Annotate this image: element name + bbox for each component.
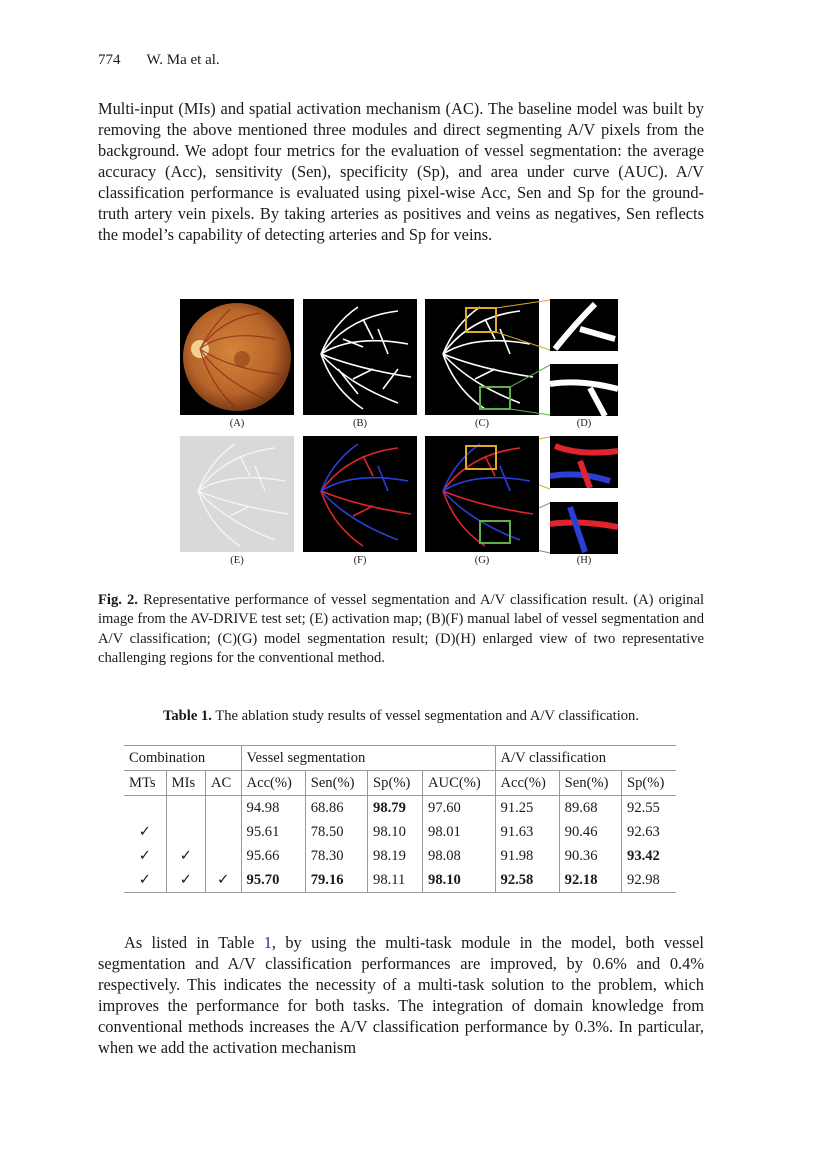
table-cell: ✓: [166, 868, 205, 893]
label-d: (D): [576, 418, 592, 429]
table-cell: 98.10: [368, 820, 423, 844]
table-row: [124, 868, 676, 893]
table-cell: 92.58: [495, 868, 559, 893]
table-cell: 91.25: [495, 796, 559, 821]
table-cell: [166, 796, 205, 821]
label-f: (F): [353, 555, 367, 566]
table-caption: [98, 708, 704, 725]
table-cell: 92.98: [622, 868, 676, 893]
panel-f-av-label: [303, 436, 417, 552]
label-e: (E): [230, 555, 244, 566]
table-row: [124, 844, 676, 868]
table-cell: [205, 796, 241, 821]
table-column-header-row: [124, 771, 676, 796]
group-header-av-classification: A/V classification: [495, 746, 676, 771]
table-cell: 98.79: [368, 796, 423, 821]
table-cell: 94.98: [241, 796, 305, 821]
table-cell: 97.60: [423, 796, 496, 821]
table-cell: 95.66: [241, 844, 305, 868]
body-paragraph-2: [98, 932, 704, 1058]
table-cell: ✓: [166, 844, 205, 868]
table-cell: ✓: [138, 848, 151, 864]
table-cell: 95.70: [241, 868, 305, 893]
table-cell: 91.98: [495, 844, 559, 868]
table-cell: 98.10: [423, 868, 496, 893]
panel-e-activation-map: [180, 436, 294, 552]
table-cell: 98.08: [423, 844, 496, 868]
paragraph-2-rest: , by using the multi-task module in the model, both vessel segmentation and A/V classification performances are improved, by 0.6% and 0.4% respectively. This indicates the necessity of a multi-task solution to the problem, which improves the performance for both tasks. The integration of domain knowledge from conventional methods increases the A/V classification performance by 0.3%. In particular, when we add the activation mechanism: [98, 933, 704, 1057]
col-header: MTs: [124, 771, 166, 796]
col-header: Acc(%): [241, 771, 305, 796]
table-cell: [124, 796, 166, 821]
table-cell: ✓: [205, 868, 241, 893]
table-reference-link[interactable]: 1: [263, 933, 272, 952]
panel-g-model-av-result: [425, 436, 539, 552]
label-g: (G): [474, 555, 490, 566]
table-cell: 92.63: [622, 820, 676, 844]
table-cell: 78.30: [305, 844, 367, 868]
table-cell: 98.01: [423, 820, 496, 844]
label-c: (C): [475, 418, 489, 429]
panel-h-zoom-bottom: [550, 502, 618, 554]
label-h: (H): [576, 555, 592, 566]
table-cell: ✓: [124, 868, 166, 893]
group-header-combination: Combination: [124, 746, 241, 771]
panel-h-zoom-top: [550, 436, 618, 488]
col-header: Sen(%): [305, 771, 367, 796]
group-header-vessel-segmentation: Vessel segmentation: [241, 746, 495, 771]
table-caption-title: The ablation study results of vessel segmentation and A/V classification.: [215, 708, 639, 724]
figure-caption-label: Fig. 2.: [98, 592, 138, 608]
table-cell: 92.18: [559, 868, 621, 893]
col-header: Sp(%): [622, 771, 676, 796]
table-cell: 92.55: [622, 796, 676, 821]
table-cell: 95.61: [241, 820, 305, 844]
figure-caption: [98, 591, 704, 668]
table-cell: 98.11: [368, 868, 423, 893]
col-header: Sen(%): [559, 771, 621, 796]
figure-2: [180, 299, 620, 569]
col-header: AC: [205, 771, 241, 796]
table-caption-label: Table 1.: [162, 708, 212, 724]
table-cell: 90.46: [559, 820, 621, 844]
table-cell: 79.16: [305, 868, 367, 893]
col-header: MIs: [166, 771, 205, 796]
body-paragraph-1: Multi-input (MIs) and spatial activation mechanism (AC). The baseline model was built by removing the above mentioned three modules and direct segmenting A/V pixels from the background. We adopt four metrics for the evaluation of vessel segmentation: the average accuracy (Acc), sensitivity (Sen), specificity (Sp), and area under curve (AUC). A/V classification performance is evaluated using pixel-wise Acc, Sen and Sp for the ground-truth artery vein pixels. By taking arteries as positives and veins as negatives, Sen reflects the model’s capability of detecting arteries and Sp for veins.: [98, 99, 704, 244]
table-cell: 93.42: [622, 844, 676, 868]
ablation-table: [124, 745, 676, 893]
table-cell: 89.68: [559, 796, 621, 821]
figure-caption-text: Representative performance of vessel segmentation and A/V classification result. (A) original image from the AV-DRIVE test set; (E) activation map; (B)(F) manual label of vessel segmentation and A/V classification; (C)(G) model segmentation result; (D)(H) enlarged view of two representative challenging regions for the conventional method.: [98, 592, 705, 666]
paragraph-2-start: As listed in Table: [124, 933, 264, 952]
table-cell: 98.19: [368, 844, 423, 868]
table-cell: ✓: [138, 824, 151, 840]
table-cell: 78.50: [305, 820, 367, 844]
running-author: W. Ma et al.: [146, 52, 220, 68]
col-header: Acc(%): [495, 771, 559, 796]
col-header: Sp(%): [368, 771, 423, 796]
table-cell: 90.36: [559, 844, 621, 868]
table-row: [124, 820, 676, 844]
table-cell: [205, 820, 241, 844]
col-header: AUC(%): [423, 771, 496, 796]
table-cell: 68.86: [305, 796, 367, 821]
table-cell: 91.63: [495, 820, 559, 844]
table-row: [124, 796, 676, 821]
table-cell: [205, 844, 241, 868]
label-b: (B): [353, 418, 367, 429]
page-number: 774: [98, 52, 121, 68]
table-group-header-row: [124, 746, 676, 771]
table-cell: [166, 820, 205, 844]
label-a: (A): [229, 418, 245, 429]
running-header: [98, 52, 220, 69]
